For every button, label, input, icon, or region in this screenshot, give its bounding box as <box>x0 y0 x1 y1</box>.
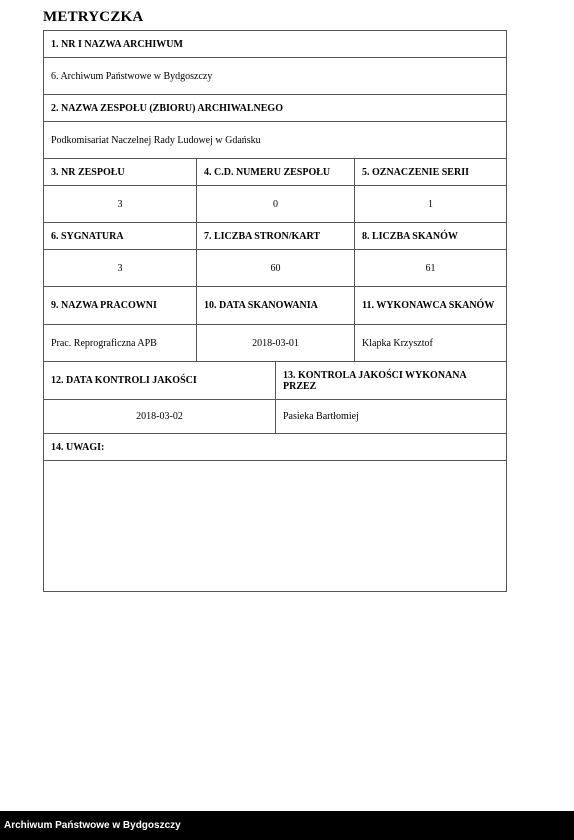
archive-header-row <box>44 31 506 58</box>
scans-value: 61 <box>355 250 506 287</box>
signature-header: 6. SYGNATURA <box>44 223 197 250</box>
series-header: 5. OZNACZENIE SERII <box>355 159 506 186</box>
archive-value: 6. Archiwum Państwowe w Bydgoszczy <box>44 58 506 95</box>
fond-numbers-value-row <box>44 186 506 223</box>
footer-bar <box>0 811 574 840</box>
notes-header: 14. UWAGI: <box>44 434 506 461</box>
fond-header: 2. NAZWA ZESPOŁU (ZBIORU) ARCHIWALNEGO <box>44 95 506 122</box>
qc-value-row <box>44 400 506 434</box>
fond-value-row <box>44 122 506 159</box>
metadata-form <box>43 30 507 592</box>
scan-author-value: Klapka Krzysztof <box>355 325 506 362</box>
studio-header-row <box>44 287 506 325</box>
fond-no-header: 3. NR ZESPOŁU <box>44 159 197 186</box>
studio-value-row <box>44 325 506 362</box>
series-value: 1 <box>355 186 506 223</box>
studio-header: 9. NAZWA PRACOWNI <box>44 287 197 325</box>
qc-date-value: 2018-03-02 <box>44 400 276 434</box>
fond-no-value: 3 <box>44 186 197 223</box>
scan-date-header: 10. DATA SKANOWANIA <box>197 287 355 325</box>
fond-cont-value: 0 <box>197 186 355 223</box>
scan-author-header: 11. WYKONAWCA SKANÓW <box>355 287 506 325</box>
archive-header: 1. NR I NAZWA ARCHIWUM <box>44 31 506 58</box>
studio-value: Prac. Reprograficzna APB <box>44 325 197 362</box>
notes-header-row <box>44 434 506 461</box>
footer-text: Archiwum Państwowe w Bydgoszczy <box>4 820 181 831</box>
archive-value-row <box>44 58 506 95</box>
fond-header-row <box>44 95 506 122</box>
qc-by-header: 13. KONTROLA JAKOŚCI WYKONANA PRZEZ <box>276 362 506 400</box>
scan-date-value: 2018-03-01 <box>197 325 355 362</box>
page-title: METRYCZKA <box>43 9 144 25</box>
notes-value-row <box>44 461 506 591</box>
notes-value <box>44 461 506 591</box>
signature-value: 3 <box>44 250 197 287</box>
fond-value: Podkomisariat Naczelnej Rady Ludowej w Gdańsku <box>44 122 506 159</box>
fond-cont-header: 4. C.D. NUMERU ZESPOŁU <box>197 159 355 186</box>
pages-header: 7. LICZBA STRON/KART <box>197 223 355 250</box>
fond-numbers-header-row <box>44 159 506 186</box>
scans-header: 8. LICZBA SKANÓW <box>355 223 506 250</box>
qc-header-row <box>44 362 506 400</box>
qc-by-value: Pasieka Bartłomiej <box>276 400 506 434</box>
signature-value-row <box>44 250 506 287</box>
pages-value: 60 <box>197 250 355 287</box>
signature-header-row <box>44 223 506 250</box>
qc-date-header: 12. DATA KONTROLI JAKOŚCI <box>44 362 276 400</box>
